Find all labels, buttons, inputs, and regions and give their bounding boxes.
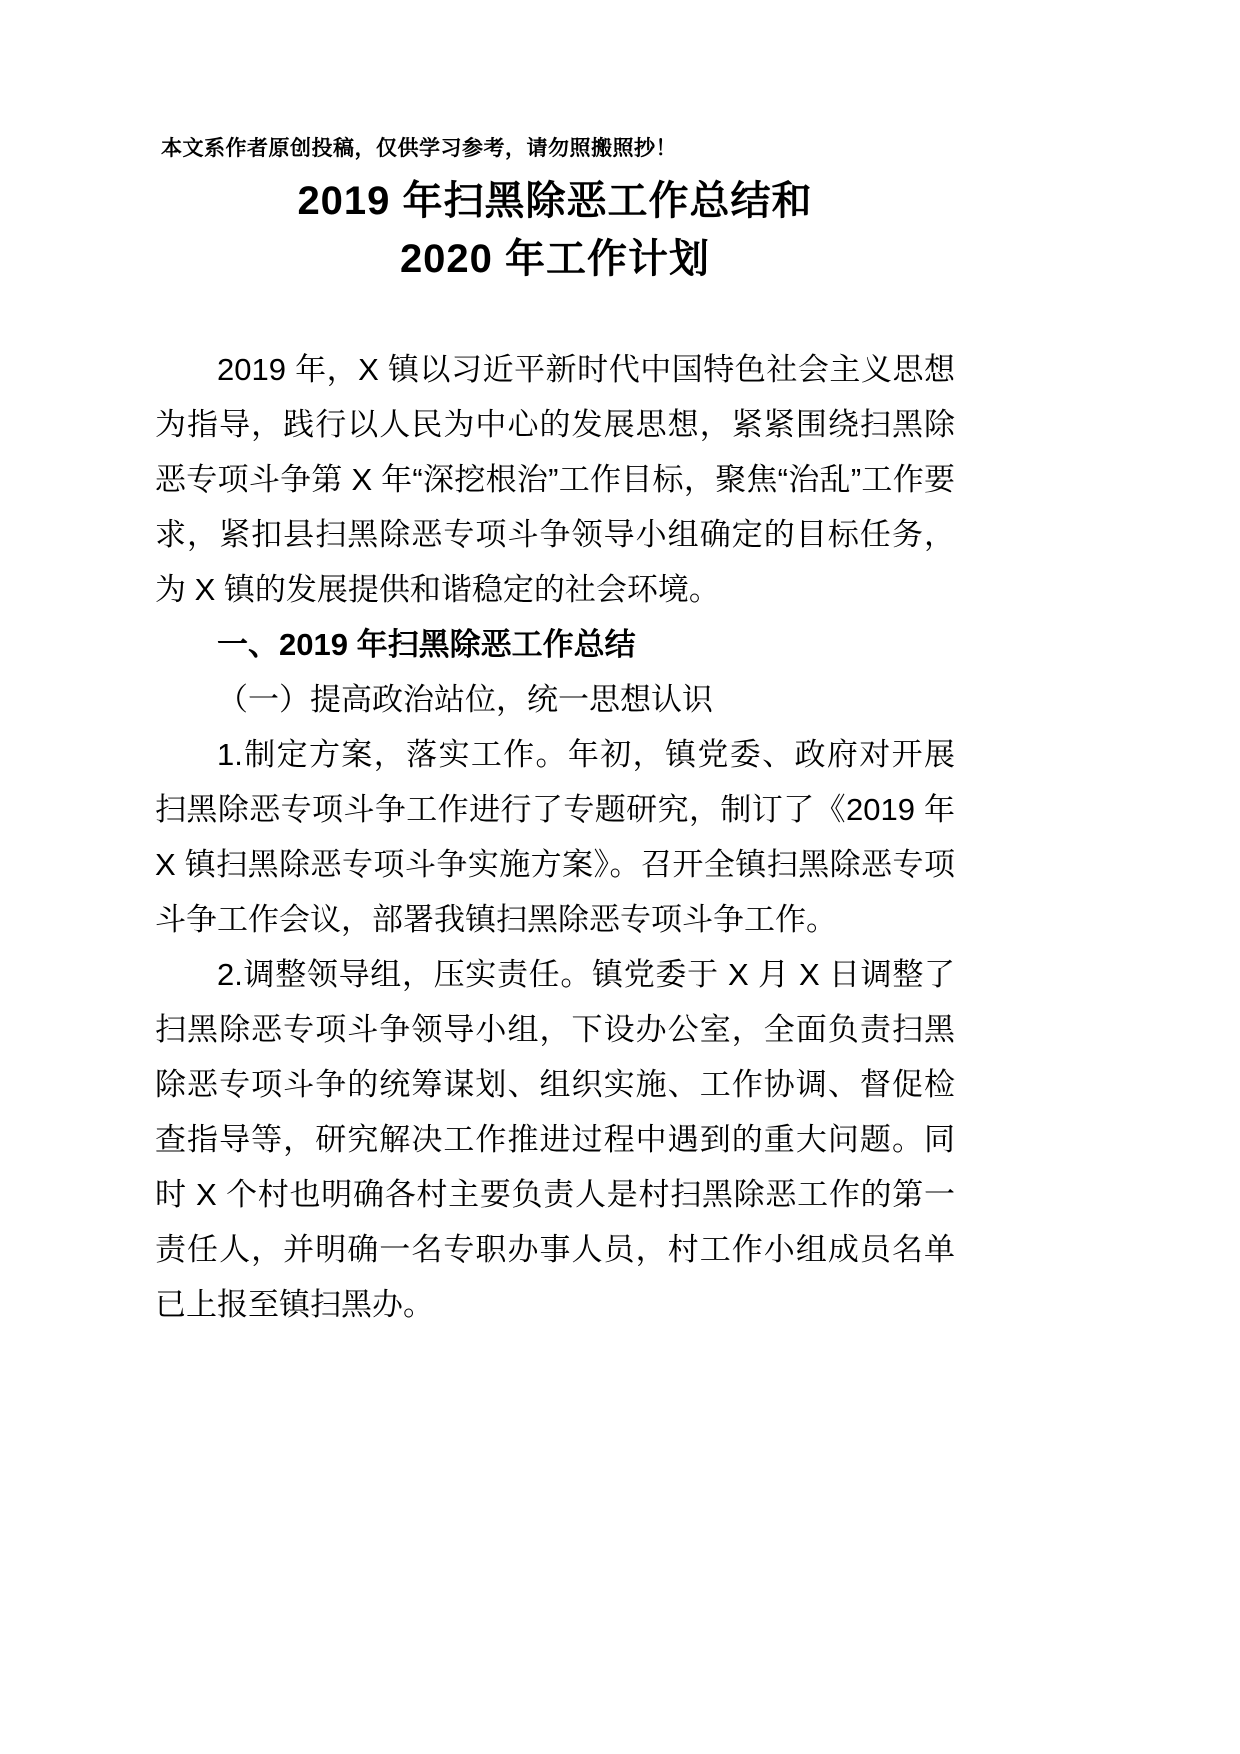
title-body-spacer (155, 288, 955, 342)
paragraph-intro: 2019 年，X 镇以习近平新时代中国特色社会主义思想为指导，践行以人民为中心的发展思想，紧紧围绕扫黑除恶专项斗争第 X 年“深挖根治”工作目标，聚焦“治乱”工作要求，紧扣县扫黑除恶专项斗争领导小组确定的目标任务，为 X 镇的发展提供和谐稳定的社会环境。 (155, 352, 955, 607)
heading-subsection-1-1: （一）提高政治站位，统一思想认识 (217, 682, 713, 717)
page-title (155, 172, 955, 288)
document-content (155, 132, 955, 1332)
paragraph-item-2: 2.调整领导组，压实责任。镇党委于 X 月 X 日调整了扫黑除恶专项斗争领导小组，下设办公室，全面负责扫黑除恶专项斗争的统筹谋划、组织实施、工作协调、督促检查指导等，研究解决工作推进过程中遇到的重大问题。同时 X 个村也明确各村主要负责人是村扫黑除恶工作的第一责任人，并明确一名专职办事人员，村工作小组成员名单已上报至镇扫黑办。 (155, 957, 955, 1322)
disclaimer-notice: 本文系作者原创投稿，仅供学习参考，请勿照搬照抄！ (161, 137, 677, 160)
page-title-line-1: 2019 年扫黑除恶工作总结和 (297, 179, 813, 223)
page-title-line-2: 2020 年工作计划 (399, 237, 711, 281)
heading-section-1: 一、2019 年扫黑除恶工作总结 (217, 627, 636, 662)
paragraph-item-1: 1.制定方案，落实工作。年初，镇党委、政府对开展扫黑除恶专项斗争工作进行了专题研究，制订了《2019 年 X 镇扫黑除恶专项斗争实施方案》。召开全镇扫黑除恶专项斗争工作会议，部署我镇扫黑除恶专项斗争工作。 (155, 737, 955, 937)
